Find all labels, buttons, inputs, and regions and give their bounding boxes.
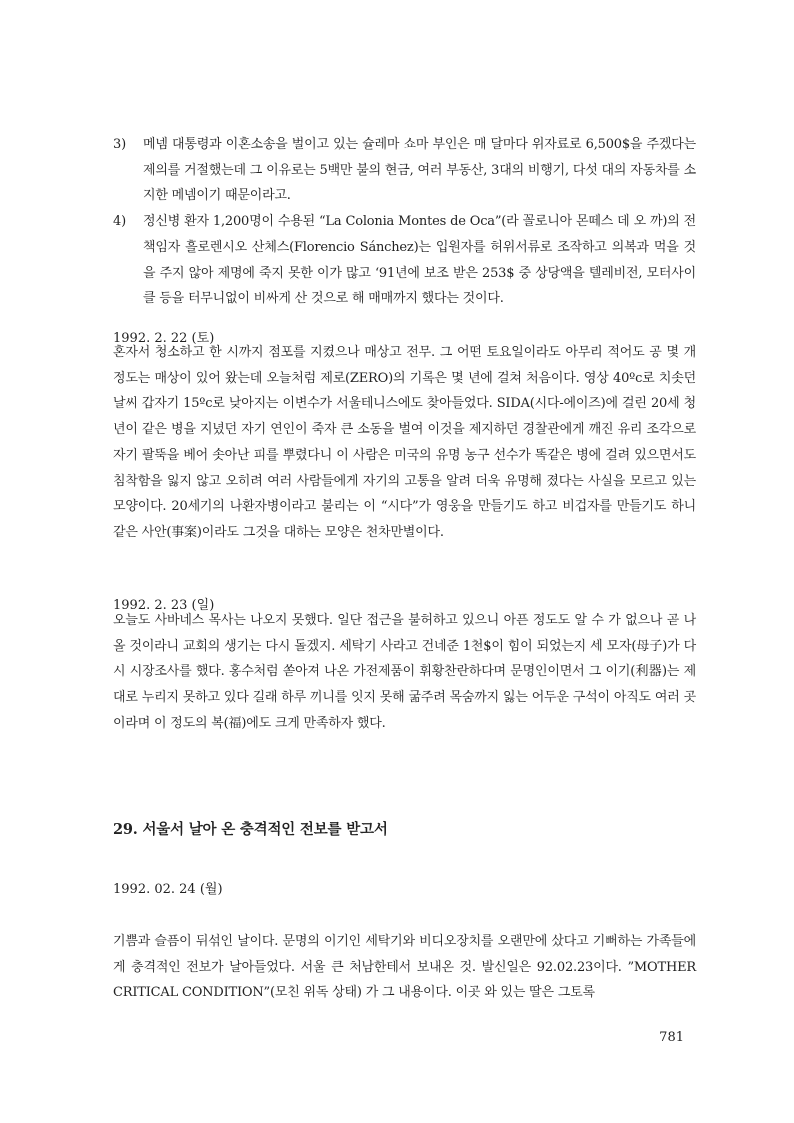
entry-paragraph: 오늘도 사바네스 목사는 나오지 못했다. 일단 접근을 불허하고 있으니 아픈 정도도 알 수 가 없으나 곧 나올 것이라니 교회의 생기는 다시 돌겠지. 세탁기 사라고 건네준 1천$이 힘이 되었는지 세 모자(母子)가 다시 시장조사를 했다. 홍수처럼 쏟아져 나온 가전제품이 휘황찬란하다며 문명인이면서 그 이기(利器)는 제대로 누리지 못하고 있다 길래 하루 끼니를 잇지 못해 굶주려 목숨까지 잃는 어두운 구석이 아직도 여러 곳이라며 이 정도의 복(福)에도 크게 만족하자 했다.	[113, 613, 696, 731]
list-item-text: 메넴 대통령과 이혼소송을 벌이고 있는 슐레마 쇼마 부인은 매 달마다 위자료로 6,500$을 주겠다는 제의를 거절했는데 그 이유로는 5백만 불의 현금, 여러 부동산, 3대의 비행기, 다섯 대의 자동차를 소지한 메넴이기 때문이라고.	[143, 137, 696, 204]
list-item-text: 정신병 환자 1,200명이 수용된 “La Colonia Montes de Oca”(라 꼴로니아 몬떼스 데 오 까)의 전 책임자 흘로렌시오 산체스(Florencio Sánchez)는 입원자를 허위서류로 조작하고 의복과 먹을 것을 주지 않아 제명에 죽지 못한 이가 많고 ‘91년에 보조 받은 253$ 중 상당액을 텔레비전, 모터사이클 등을 터무니없이 비싸게 산 것으로 해 매매까지 했다는 것이다.	[143, 214, 696, 307]
entry-paragraph: 기쁨과 슬픔이 뒤섞인 날이다. 문명의 이기인 세탁기와 비디오장치를 오랜만에 샀다고 기뻐하는 가족들에게 충격적인 전보가 날아들었다. 서울 큰 처남한테서 보내온 것. 발신일은 92.02.23이다. ”MOTHER CRITICAL CONDITION”(모친 위독 상태) 가 그 내용이다. 이곳 와 있는 딸은 그토록	[113, 934, 696, 1001]
page-number: 781	[659, 1030, 684, 1045]
entry-date: 1992. 2. 22 (토)	[113, 331, 215, 346]
list-item	[113, 132, 696, 209]
numbered-list	[113, 132, 696, 312]
list-item-number: 3)	[113, 137, 126, 152]
list-item-number: 4)	[113, 214, 126, 230]
entry-date: 1992. 02. 24 (월)	[113, 882, 223, 897]
section-heading: 29. 서울서 날아 온 충격적인 전보를 받고서	[113, 821, 388, 838]
entry-paragraph: 혼자서 청소하고 한 시까지 점포를 지켰으나 매상고 전무. 그 어떤 토요일이라도 아무리 적어도 공 몇 개 정도는 매상이 있어 왔는데 오늘처럼 제로(ZERO)의 기록은 몇 년에 걸쳐 처음이다. 영상 40ºc로 치솟던 날씨 갑자기 15ºc로 낮아지는 이변수가 서울테니스에도 찾아들었다. SIDA(시다-에이즈)에 걸린 20세 청년이 같은 병을 지녔던 자기 연인이 죽자 큰 소동을 벌여 이것을 제지하던 경찰관에게 깨진 유리 조각으로 자기 팔뚝을 베어 솟아난 피를 뿌렸다니 이 사람은 미국의 유명 농구 선수가 똑같은 병에 걸려 있으면서도 침착함을 잃지 않고 오히려 여러 사람들에게 자기의 고통을 알려 더욱 유명해 졌다는 사실을 모르고 있는 모양이다. 20세기의 나환자병이라고 불리는 이 “시다”가 영웅을 만들기도 하고 비겁자를 만들기도 하니 같은 사안(事案)이라도 그것을 대하는 모양은 천차만별이다.	[113, 345, 696, 540]
list-item	[113, 209, 696, 312]
entry-date: 1992. 2. 23 (일)	[113, 598, 215, 613]
